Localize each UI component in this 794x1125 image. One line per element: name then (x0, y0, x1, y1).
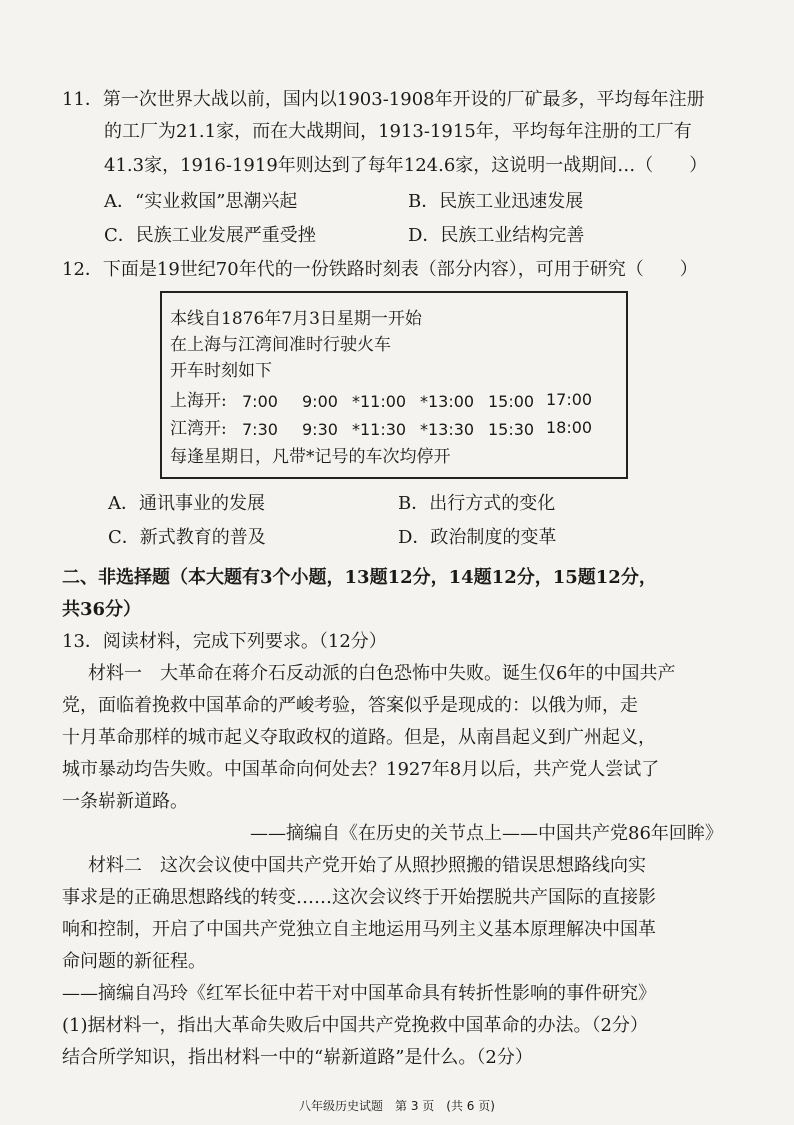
timetable-time: 9:00 (302, 392, 338, 411)
timetable-note: 每逢星期日，凡带*记号的车次均停开 (170, 447, 451, 467)
timetable-time: *11:00 (352, 392, 407, 411)
q13-material-1-line: 十月革命那样的城市起义夺取政权的道路。但是，从南昌起义到广州起义， (62, 727, 656, 748)
timetable-time: 7:30 (242, 420, 278, 439)
timetable-line-1: 本线自1876年7月3日星期一开始 (170, 309, 422, 329)
timetable-time: 9:30 (302, 420, 338, 439)
timetable-time: 15:00 (488, 392, 535, 411)
q12-option-c: C．新式教育的普及 (108, 527, 266, 548)
timetable-line-2: 在上海与江湾间准时行驶火车 (170, 335, 391, 355)
q11-line-3: 41.3家，1916-1919年则达到了每年124.6家，这说明一战期间…（ ） (104, 155, 708, 176)
timetable-time: 7:00 (242, 392, 278, 411)
q13-stem: 13．阅读材料，完成下列要求。（12分） (62, 631, 387, 652)
q12-option-b: B．出行方式的变化 (398, 493, 556, 514)
q13-subquestion-1: (1)据材料一，指出大革命失败后中国共产党挽救中国革命的办法。（2分） (62, 1015, 648, 1036)
q13-material-1-source: ——摘编自《在历史的关节点上——中国共产党86年回眸》 (250, 823, 723, 844)
q13-subquestion-1b: 结合所学知识，指出材料一中的“崭新道路”是什么。（2分） (62, 1047, 533, 1068)
timetable-row-jiangwan-label: 江湾开: (170, 419, 227, 439)
q13-material-1-line: 党，面临着挽救中国革命的严峻考验，答案似乎是现成的：以俄为师，走 (62, 695, 638, 716)
timetable-time: 15:30 (488, 420, 535, 439)
q13-material-2-line: 响和控制，开启了中国共产党独立自主地运用马列主义基本原理解决中国革 (62, 919, 656, 940)
q11-option-a: A．“实业救国”思潮兴起 (104, 191, 298, 212)
q12-option-a: A．通讯事业的发展 (108, 493, 265, 514)
timetable-row-shanghai-label: 上海开: (170, 391, 227, 411)
q13-material-1-line: 一条崭新道路。 (62, 791, 188, 812)
q11-line-1: 11．第一次世界大战以前，国内以1903-1908年开设的厂矿最多，平均每年注册 (62, 89, 705, 110)
q11-line-2: 的工厂为21.1家，而在大战期间，1913-1915年，平均每年注册的工厂有 (104, 121, 692, 142)
q11-option-c: C．民族工业发展严重受挫 (104, 225, 316, 246)
section-2-heading: 二、非选择题（本大题有3个小题，13题12分，14题12分，15题12分， (62, 567, 657, 588)
timetable-time: *11:30 (352, 420, 407, 439)
q13-material-2-source: ——摘编自冯玲《红军长征中若干对中国革命具有转折性影响的事件研究》 (62, 983, 656, 1004)
q12-option-d: D．政治制度的变革 (398, 527, 557, 548)
q13-material-2-line: 材料二 这次会议使中国共产党开始了从照抄照搬的错误思想路线向实 (88, 855, 646, 876)
q13-material-2-line: 命问题的新征程。 (62, 951, 206, 972)
q11-option-b: B．民族工业迅速发展 (408, 191, 584, 212)
railway-timetable (160, 291, 628, 479)
q13-material-1-line: 材料一 大革命在蒋介石反动派的白色恐怖中失败。诞生仅6年的中国共产 (88, 663, 676, 684)
timetable-time: 17:00 (546, 390, 593, 409)
q11-option-d: D．民族工业结构完善 (408, 225, 585, 246)
q12-stem: 12．下面是19世纪70年代的一份铁路时刻表（部分内容），可用于研究（ ） (62, 259, 698, 280)
timetable-time: *13:30 (420, 420, 475, 439)
page-footer: 八年级历史试题 第 3 页 (共 6 页) (299, 1099, 495, 1113)
q13-material-1-line: 城市暴动均告失败。中国革命向何处去？1927年8月以后，共产党人尝试了 (62, 759, 660, 780)
timetable-time: *13:00 (420, 392, 475, 411)
q13-material-2-line: 事求是的正确思想路线的转变……这次会议终于开始摆脱共产国际的直接影 (62, 887, 656, 908)
timetable-line-3: 开车时刻如下 (170, 361, 272, 381)
section-2-heading-cont: 共36分） (62, 599, 142, 620)
timetable-time: 18:00 (546, 418, 593, 437)
